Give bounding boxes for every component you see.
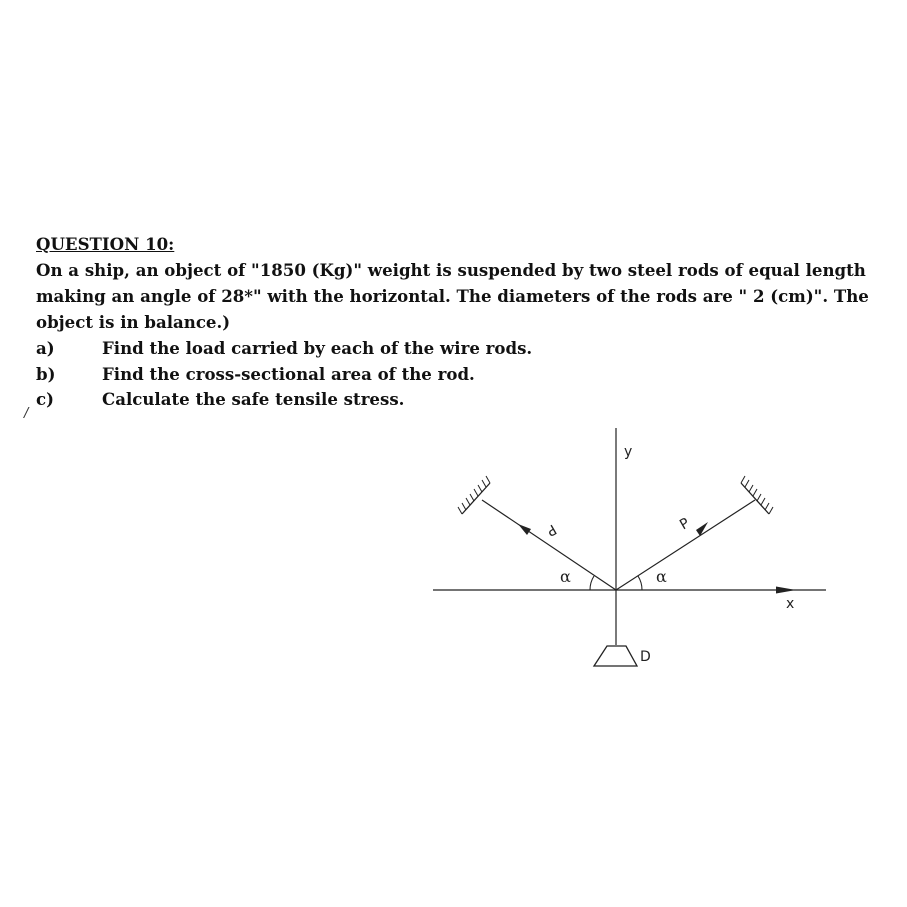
right-rod (616, 500, 755, 590)
part-text: Find the load carried by each of the wire rods. (102, 338, 533, 358)
left-angle-arc (590, 576, 594, 590)
stray-mark: / (24, 406, 29, 421)
part-text: Calculate the safe tensile stress. (102, 389, 405, 409)
right-force-label: P (677, 515, 693, 534)
part-text: Find the cross-sectional area of the rod. (102, 363, 475, 384)
left-rod-arrowhead (518, 524, 531, 535)
left-rod (482, 500, 616, 590)
load-block (594, 646, 637, 666)
right-angle-arc (638, 576, 642, 590)
x-axis-label: x (786, 596, 795, 612)
part-label: c) (36, 389, 54, 409)
question-body: On a ship, an object of "1850 (Kg)" weight is suspended by two steel rods of equal length making an angle of 28*" with the horizontal. The diameters of the rods are " 2 (cm)". The object is in balance.) (36, 260, 869, 332)
y-axis-label: y (624, 444, 633, 460)
part-label: b) (36, 363, 56, 384)
left-angle-label: α (560, 567, 571, 586)
right-angle-label: α (656, 567, 667, 586)
x-axis-arrowhead (776, 587, 796, 594)
left-force-label: P (543, 520, 559, 539)
part-label: a) (36, 338, 55, 358)
left-wall-support (458, 476, 490, 514)
question-title: QUESTION 10: (36, 234, 175, 254)
right-wall-support (741, 476, 773, 514)
load-label: D (640, 649, 651, 665)
